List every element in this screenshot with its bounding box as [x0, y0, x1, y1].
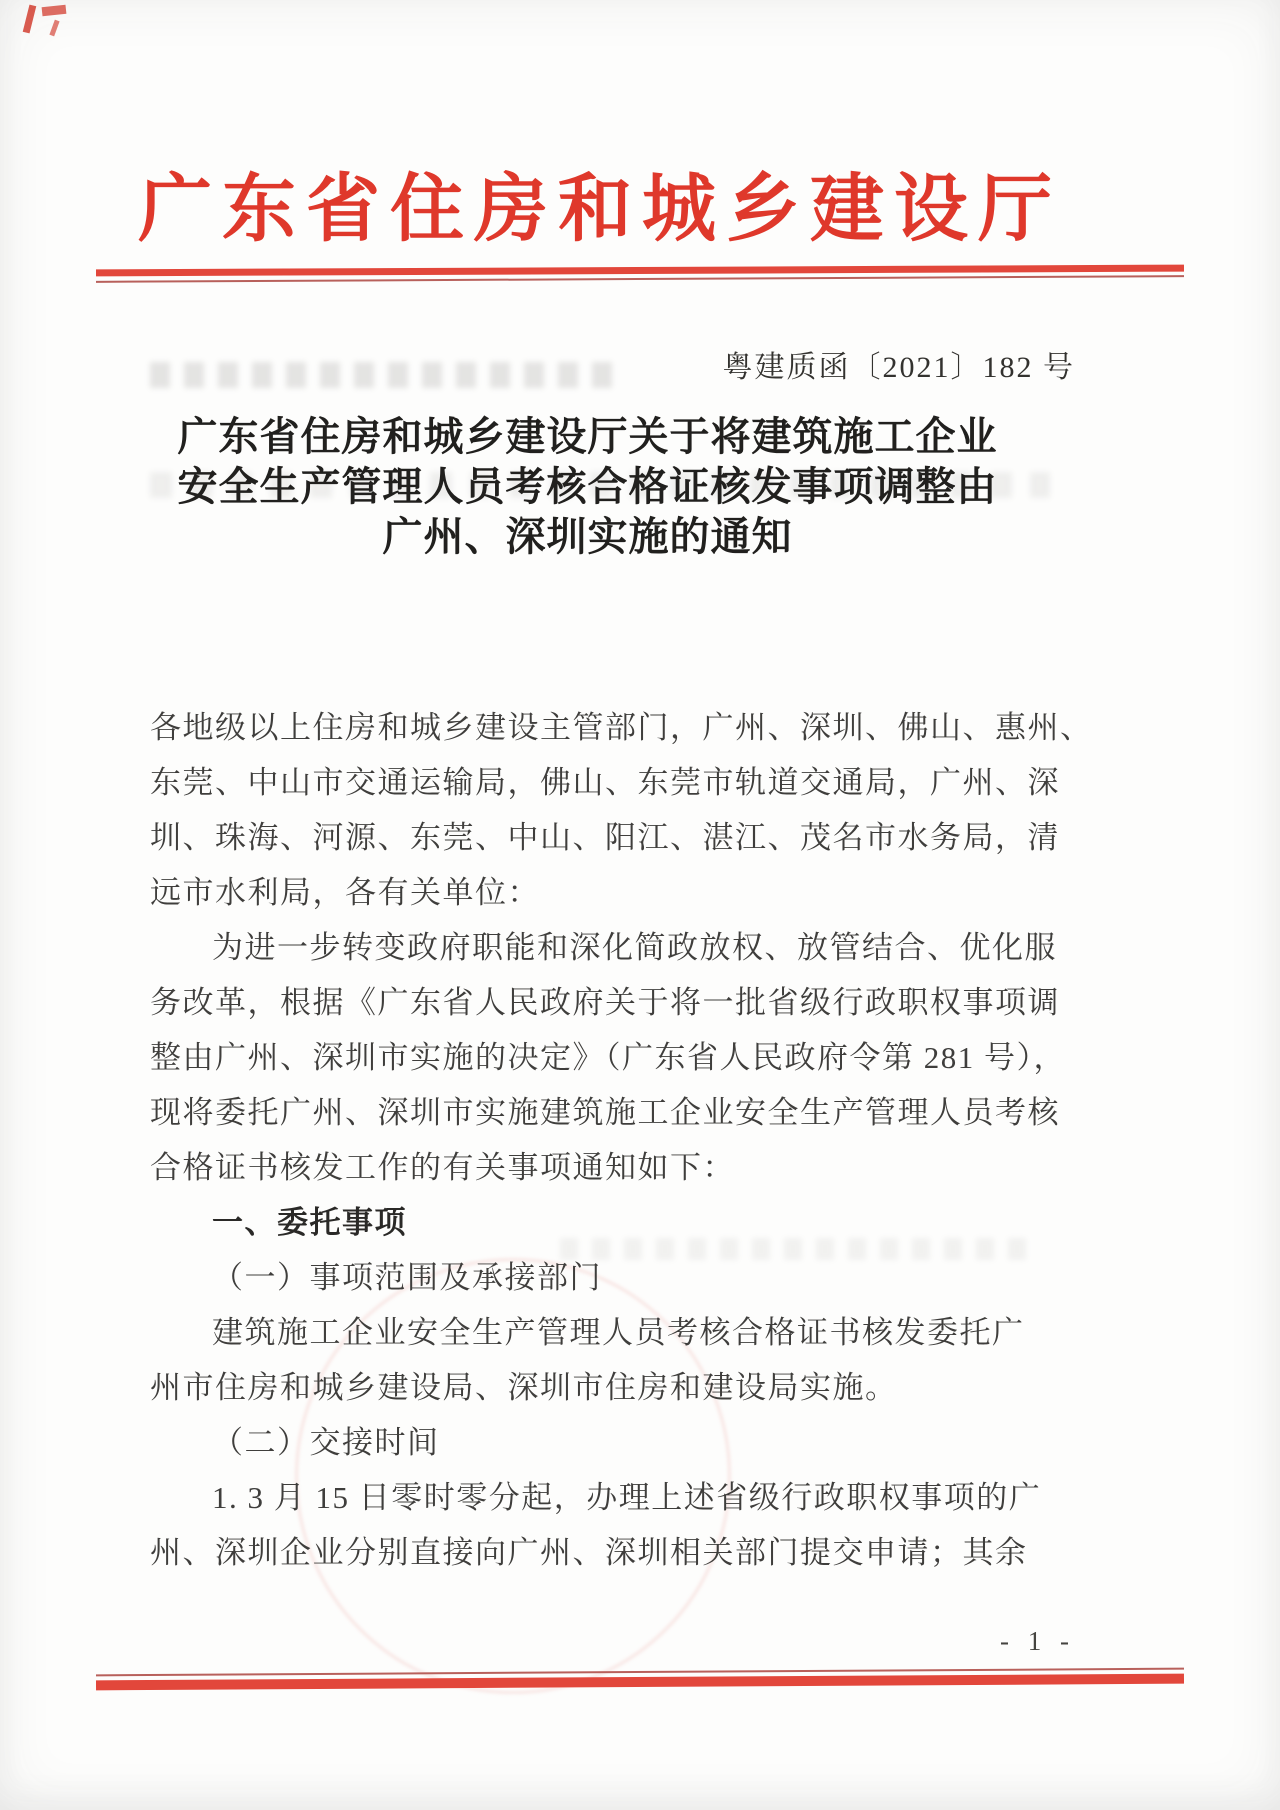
subsection-heading: （二）交接时间 [212, 1425, 440, 1460]
document-number: 粤建质函〔2021〕182 号 [722, 351, 1075, 384]
corner-scan-artifact [23, 5, 37, 34]
letterhead-rule-thick [96, 265, 1184, 277]
body-line: 为进一步转变政府职能和深化简政放权、放管结合、优化服 [212, 930, 1057, 965]
body-line: 合格证书核发工作的有关事项通知如下： [150, 1150, 735, 1185]
body-line: 建筑施工企业安全生产管理人员考核合格证书核发委托广 [212, 1315, 1025, 1350]
corner-scan-artifact [49, 20, 59, 37]
body-line: 各地级以上住房和城乡建设主管部门，广州、深圳、佛山、惠州、 [150, 710, 1093, 745]
subsection-heading: （一）事项范围及承接部门 [212, 1260, 602, 1295]
body-line: 州市住房和城乡建设局、深圳市住房和建设局实施。 [150, 1370, 898, 1405]
body-line: 州、深圳企业分别直接向广州、深圳相关部门提交申请；其余 [150, 1535, 1028, 1570]
letterhead-rule-thin [96, 275, 1184, 283]
footer-rule-thick [96, 1674, 1184, 1691]
body-line: 务改革，根据《广东省人民政府关于将一批省级行政职权事项调 [150, 985, 1060, 1020]
body-line: 现将委托广州、深圳市实施建筑施工企业安全生产管理人员考核 [150, 1095, 1060, 1130]
notice-title [0, 412, 1175, 562]
notice-title-line-2: 安全生产管理人员考核合格证核发事项调整由 [177, 464, 998, 509]
body-line: 圳、珠海、河源、东莞、中山、阳江、湛江、茂名市水务局，清 [150, 820, 1060, 855]
notice-title-line-1: 广东省住房和城乡建设厅关于将建筑施工企业 [177, 414, 998, 459]
page-number: - 1 - [1000, 1626, 1075, 1656]
section-heading: 一、委托事项 [212, 1205, 407, 1240]
notice-title-line-3: 广州、深圳实施的通知 [382, 514, 793, 559]
body-line: 1. 3 月 15 日零时零分起，办理上述省级行政职权事项的广 [212, 1480, 1042, 1515]
letterhead-title: 广东省住房和城乡建设厅 [138, 169, 1062, 251]
bleed-through-ghost [150, 362, 620, 388]
body-line: 整由广州、深圳市实施的决定》（广东省人民政府令第 281 号）， [150, 1040, 1066, 1075]
body-line: 远市水利局，各有关单位： [150, 875, 540, 910]
notice-body [150, 700, 1093, 1580]
body-line: 东莞、中山市交通运输局，佛山、东莞市轨道交通局，广州、深 [150, 765, 1060, 800]
corner-scan-artifact [42, 5, 67, 16]
